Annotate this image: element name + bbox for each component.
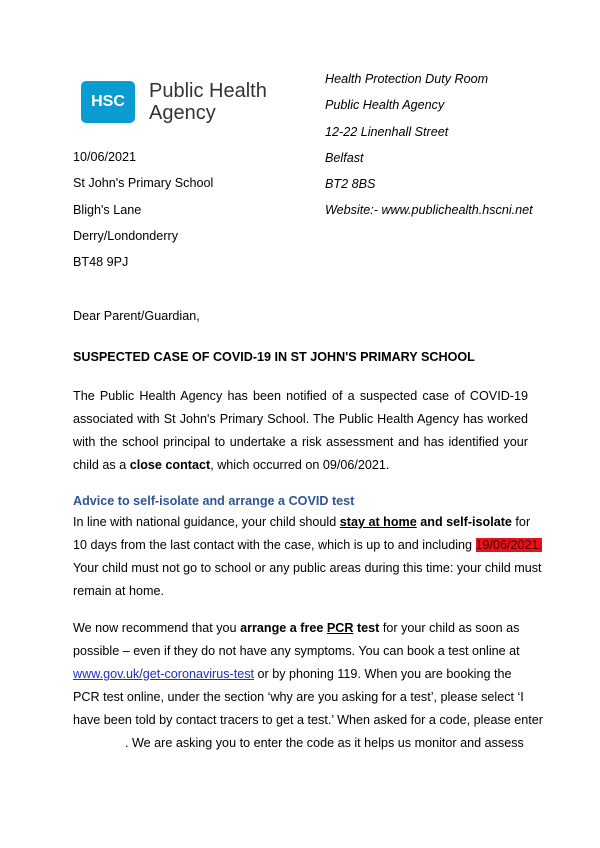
letter-date: 10/06/2021 [73, 150, 137, 164]
sender-line: Belfast [325, 150, 364, 165]
text-line: Your child must not go to school or any public areas during this time: your child must [73, 561, 542, 575]
logo-badge-text: HSC [91, 93, 125, 110]
text-run: 10 days from the last contact with the case, which is up to and including [73, 538, 476, 552]
text-run: for [511, 515, 531, 529]
text-line: PCR test online, under the section ‘why are you asking for a test’, please select ‘I [73, 690, 524, 704]
recipient-line: BT48 9PJ [73, 255, 129, 270]
para1-text: The Public Health Agency has been notified of a suspected case of COVID-19 associated with St John's Primary School. The Public Health Agency has worked with the school principal to undertake a risk assessment and has identified your child as a [73, 389, 528, 472]
gov-test-link[interactable]: www.gov.uk/get-coronavirus-test [73, 667, 255, 681]
paragraph-notification [73, 385, 528, 477]
sender-line: BT2 8BS [325, 177, 376, 192]
pcr-bold-underlined: PCR [326, 621, 354, 635]
isolation-end-date: 19/06/2021. [475, 538, 543, 552]
sender-website: Website:- www.publichealth.hscni.net [325, 203, 533, 218]
para1-text-end: , which occurred on 09/06/2021. [210, 458, 390, 472]
logo-line-1: Public Health [149, 80, 267, 102]
text-line: have been told by contact tracers to get a test.’ When asked for a code, please enter [73, 713, 543, 727]
recipient-block [73, 149, 213, 280]
stay-at-home-bold: stay at home [339, 515, 417, 529]
pcr-bold: arrange a free [240, 621, 327, 635]
recipient-line: Derry/Londonderry [73, 228, 178, 243]
logo-wordmark [149, 80, 267, 124]
text-run: We now recommend that you [73, 621, 241, 635]
close-contact-bold: close contact [129, 458, 211, 472]
text-line: possible – even if they do not have any symptoms. You can book a test online at [73, 644, 520, 658]
section-heading: Advice to self-isolate and arrange a COVID test [73, 494, 355, 508]
sender-line: 12-22 Linenhall Street [325, 124, 449, 139]
hsc-logo [81, 79, 267, 125]
pcr-bold-test: test [353, 621, 380, 635]
self-isolate-bold: and self-isolate [416, 515, 512, 529]
text-run: . We are asking you to enter the code as it helps us monitor and assess [125, 736, 524, 750]
text-run: In line with national guidance, your child should [73, 515, 340, 529]
paragraph-pcr-test [73, 617, 543, 755]
sender-line: Health Protection Duty Room [325, 72, 489, 86]
sender-address [325, 71, 533, 229]
salutation: Dear Parent/Guardian, [73, 309, 200, 323]
paragraph-self-isolate [73, 511, 543, 603]
letter-heading: SUSPECTED CASE OF COVID-19 IN ST JOHN'S PRIMARY SCHOOL [73, 350, 475, 364]
text-run: for your child as soon as [379, 621, 520, 635]
hsc-logo-badge [81, 81, 135, 123]
text-run: or by phoning 119. When you are booking the [254, 667, 512, 681]
text-line: remain at home. [73, 584, 164, 598]
recipient-line: Bligh's Lane [73, 202, 142, 217]
logo-line-2: Agency [149, 102, 216, 124]
recipient-line: St John's Primary School [73, 176, 214, 191]
sender-line: Public Health Agency [325, 98, 445, 113]
